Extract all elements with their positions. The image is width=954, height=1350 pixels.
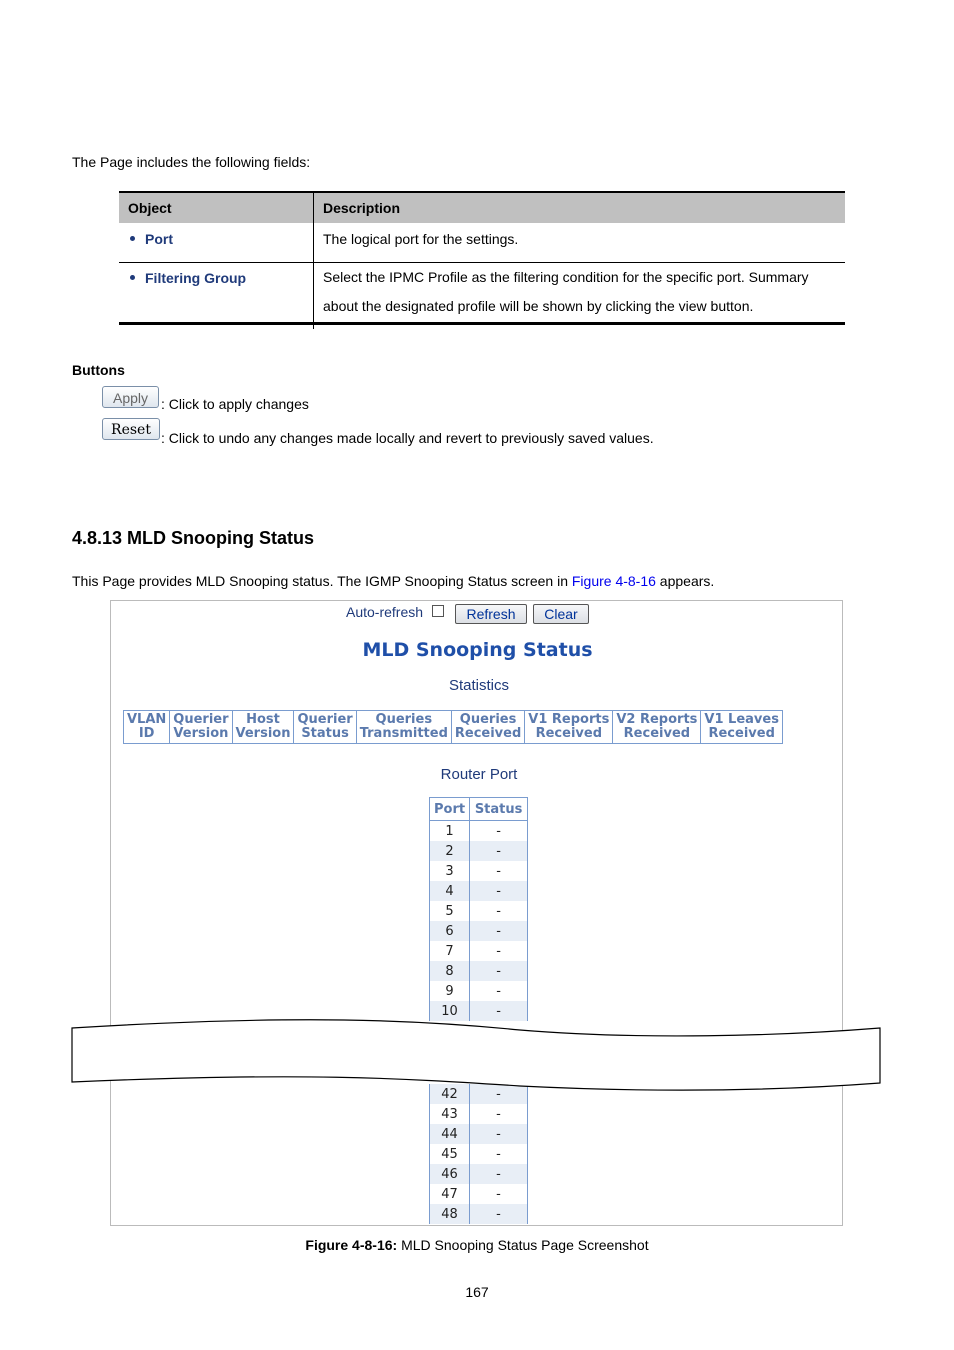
- reset-description: : Click to undo any changes made locally and revert to previously saved values.: [161, 430, 654, 446]
- port-status: -: [470, 821, 528, 842]
- port-number: 1: [430, 821, 470, 842]
- status-title: MLD Snooping Status: [362, 639, 593, 661]
- router-port-row: [430, 1164, 528, 1184]
- column-header-status: Status: [470, 798, 528, 821]
- intro-text: The Page includes the following fields:: [72, 154, 311, 170]
- port-number: 8: [430, 961, 470, 981]
- router-port-row: [430, 841, 528, 861]
- statistics-heading: Statistics: [448, 677, 509, 694]
- router-port-row: [430, 1124, 528, 1144]
- port-status: -: [470, 941, 528, 961]
- router-port-row: [430, 961, 528, 981]
- column-header: V1 Reports Received: [525, 711, 613, 744]
- port-number: 2: [430, 841, 470, 861]
- column-header: Queries Transmitted: [356, 711, 451, 744]
- port-status: -: [470, 921, 528, 941]
- page-break-graphic: [0, 1010, 954, 1100]
- port-number: 48: [430, 1204, 470, 1224]
- refresh-button[interactable]: Refresh: [455, 604, 527, 624]
- router-port-heading: Router Port: [440, 766, 518, 783]
- port-status: -: [470, 1184, 528, 1204]
- router-port-row: [430, 901, 528, 921]
- bullet-icon: [130, 275, 135, 280]
- column-header: V1 Leaves Received: [701, 711, 783, 744]
- object-filtering-group: Filtering Group: [145, 270, 247, 286]
- router-port-row: [430, 861, 528, 881]
- reset-button[interactable]: Reset: [102, 418, 160, 440]
- port-number: 3: [430, 861, 470, 881]
- port-number: 44: [430, 1124, 470, 1144]
- port-number: 46: [430, 1164, 470, 1184]
- port-number: 6: [430, 921, 470, 941]
- port-number: 47: [430, 1184, 470, 1204]
- port-status: -: [470, 1001, 528, 1021]
- port-status: -: [470, 961, 528, 981]
- port-status: -: [470, 841, 528, 861]
- table-bottom-rule: [119, 322, 845, 325]
- port-number: 4: [430, 881, 470, 901]
- port-number: 42: [430, 1084, 470, 1104]
- fields-table: [119, 191, 845, 329]
- router-port-row: [430, 1204, 528, 1224]
- port-status: -: [470, 1104, 528, 1124]
- port-number: 7: [430, 941, 470, 961]
- page-number: 167: [465, 1284, 489, 1300]
- router-port-table: [429, 797, 528, 1021]
- object-port: Port: [145, 231, 173, 247]
- port-number: 45: [430, 1144, 470, 1164]
- description-filtering-line1: Select the IPMC Profile as the filtering condition for the specific port. Summary: [323, 269, 809, 285]
- router-port-row: [430, 921, 528, 941]
- auto-refresh-checkbox[interactable]: [432, 605, 444, 617]
- auto-refresh-label: Auto-refresh: [346, 604, 424, 620]
- statistics-table: [123, 710, 783, 744]
- router-port-row: [430, 1184, 528, 1204]
- section-heading: 4.8.13 MLD Snooping Status: [72, 528, 315, 548]
- description-port: The logical port for the settings.: [314, 223, 846, 263]
- port-status: -: [470, 981, 528, 1001]
- section-paragraph: This Page provides MLD Snooping status. The IGMP Snooping Status screen in Figure 4-8-16 appears.: [72, 573, 715, 589]
- column-header: Querier Status: [294, 711, 356, 744]
- port-number: 43: [430, 1104, 470, 1124]
- router-port-row: [430, 941, 528, 961]
- column-header: Queries Received: [451, 711, 524, 744]
- figure-caption: Figure 4-8-16: MLD Snooping Status Page Screenshot: [305, 1237, 649, 1253]
- column-header-port: Port: [430, 798, 470, 821]
- table-row: [119, 263, 845, 330]
- header-description: Description: [314, 192, 846, 223]
- port-status: -: [470, 1084, 528, 1104]
- column-header: Querier Version: [170, 711, 232, 744]
- port-number: 10: [430, 1001, 470, 1021]
- router-port-row: [430, 1144, 528, 1164]
- description-filtering-line2: about the designated profile will be shown by clicking the view button.: [323, 298, 754, 314]
- port-status: -: [470, 881, 528, 901]
- port-status: -: [470, 861, 528, 881]
- bullet-icon: [130, 236, 135, 241]
- screenshot-frame: [110, 600, 843, 1226]
- column-header: Host Version: [232, 711, 294, 744]
- port-status: -: [470, 1144, 528, 1164]
- port-number: 5: [430, 901, 470, 921]
- clear-button[interactable]: Clear: [533, 604, 589, 624]
- apply-button[interactable]: Apply: [102, 386, 159, 408]
- figure-link[interactable]: Figure 4-8-16: [571, 573, 656, 589]
- port-status: -: [470, 1204, 528, 1224]
- router-port-row: [430, 821, 528, 842]
- apply-description: : Click to apply changes: [161, 396, 309, 412]
- port-status: -: [470, 1164, 528, 1184]
- router-port-row: [430, 981, 528, 1001]
- table-row: [119, 223, 845, 263]
- router-port-row: [430, 1104, 528, 1124]
- port-status: -: [470, 1124, 528, 1144]
- router-port-table-continued: [429, 1084, 528, 1224]
- column-header: VLAN ID: [124, 711, 170, 744]
- router-port-row: [430, 881, 528, 901]
- buttons-heading: Buttons: [72, 362, 125, 378]
- port-status: -: [470, 901, 528, 921]
- port-number: 9: [430, 981, 470, 1001]
- column-header: V2 Reports Received: [613, 711, 701, 744]
- header-object: Object: [119, 192, 314, 223]
